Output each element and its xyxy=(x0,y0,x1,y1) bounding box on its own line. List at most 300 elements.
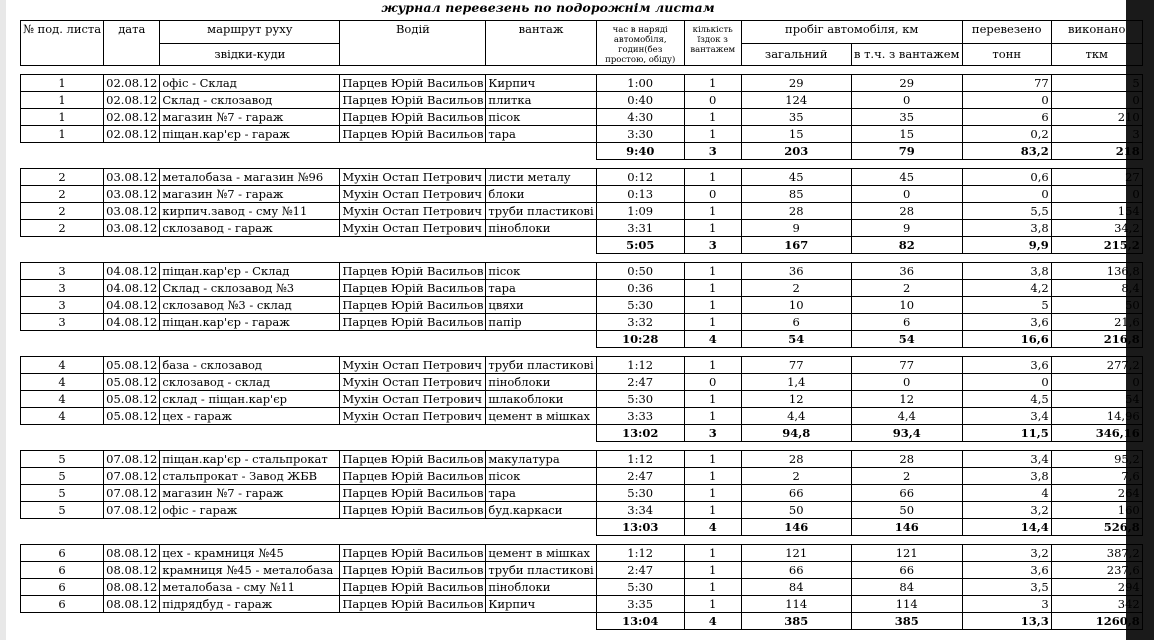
table-row xyxy=(21,126,1143,143)
group-spacer xyxy=(21,536,1143,545)
cell-mileage-total: 114 xyxy=(741,596,851,613)
cell-cargo: труби пластикові xyxy=(486,357,596,374)
table-row xyxy=(21,391,1143,408)
cell-route: підрядбуд - гараж xyxy=(160,596,340,613)
cell-time: 1:12 xyxy=(596,357,684,374)
total-tkm: 526,8 xyxy=(1051,519,1142,536)
empty-cell xyxy=(486,143,596,160)
cell-cargo: піноблоки xyxy=(486,374,596,391)
cell-sheet-no: 6 xyxy=(21,562,104,579)
cell-mileage-total: 35 xyxy=(741,109,851,126)
cell-time: 0:36 xyxy=(596,280,684,297)
table-row xyxy=(21,75,1143,92)
group-spacer xyxy=(21,254,1143,263)
col-header-tons: тонн xyxy=(962,43,1051,66)
cell-tkm: 277,2 xyxy=(1051,357,1142,374)
group-total-row xyxy=(21,237,1143,254)
cell-time: 2:47 xyxy=(596,374,684,391)
cell-mileage-loaded: 29 xyxy=(851,75,962,92)
cell-date: 05.08.12 xyxy=(104,357,160,374)
cell-mileage-total: 84 xyxy=(741,579,851,596)
cell-tkm: 136,8 xyxy=(1051,263,1142,280)
empty-cell xyxy=(486,331,596,348)
group-total-row xyxy=(21,613,1143,630)
cell-mileage-loaded: 114 xyxy=(851,596,962,613)
empty-cell xyxy=(21,519,104,536)
cell-tons: 3,5 xyxy=(962,579,1051,596)
col-header-sheet-no: № под. листа xyxy=(21,21,104,66)
empty-cell xyxy=(340,425,486,442)
cell-sheet-no: 3 xyxy=(21,314,104,331)
cell-cargo: плитка xyxy=(486,92,596,109)
total-time: 9:40 xyxy=(596,143,684,160)
cell-tons: 3,6 xyxy=(962,562,1051,579)
cell-route: цех - крамниця №45 xyxy=(160,545,340,562)
cell-time: 5:30 xyxy=(596,579,684,596)
table-row xyxy=(21,562,1143,579)
header-row xyxy=(21,21,1143,44)
col-header-date: дата xyxy=(104,21,160,66)
cell-sheet-no: 2 xyxy=(21,203,104,220)
cell-cargo: цемент в мішках xyxy=(486,545,596,562)
cell-mileage-total: 36 xyxy=(741,263,851,280)
cell-mileage-total: 2 xyxy=(741,280,851,297)
table-row xyxy=(21,374,1143,391)
cell-driver: Парцев Юрій Васильов xyxy=(340,263,486,280)
empty-cell xyxy=(340,237,486,254)
cell-driver: Мухін Остап Петрович xyxy=(340,169,486,186)
cell-date: 08.08.12 xyxy=(104,545,160,562)
total-trips: 4 xyxy=(684,331,741,348)
cell-driver: Мухін Остап Петрович xyxy=(340,408,486,425)
cell-driver: Парцев Юрій Васильов xyxy=(340,579,486,596)
col-header-from-to: звідки-куди xyxy=(160,43,340,66)
empty-cell xyxy=(160,331,340,348)
cell-mileage-total: 66 xyxy=(741,562,851,579)
empty-cell xyxy=(21,425,104,442)
cell-time: 4:30 xyxy=(596,109,684,126)
cell-mileage-loaded: 66 xyxy=(851,562,962,579)
total-time: 5:05 xyxy=(596,237,684,254)
empty-cell xyxy=(340,519,486,536)
cell-route: склад - піщан.кар'єр xyxy=(160,391,340,408)
col-header-done: виконано xyxy=(1051,21,1142,44)
cell-trips: 1 xyxy=(684,596,741,613)
cell-mileage-loaded: 0 xyxy=(851,92,962,109)
table-row xyxy=(21,545,1143,562)
cell-time: 1:12 xyxy=(596,545,684,562)
cell-mileage-total: 6 xyxy=(741,314,851,331)
cell-sheet-no: 4 xyxy=(21,374,104,391)
cell-tons: 3,4 xyxy=(962,451,1051,468)
cell-date: 07.08.12 xyxy=(104,451,160,468)
cell-trips: 1 xyxy=(684,314,741,331)
cell-route: магазин №7 - гараж xyxy=(160,485,340,502)
total-trips: 4 xyxy=(684,519,741,536)
cell-date: 03.08.12 xyxy=(104,203,160,220)
cell-sheet-no: 1 xyxy=(21,109,104,126)
cell-mileage-loaded: 66 xyxy=(851,485,962,502)
group-spacer xyxy=(21,160,1143,169)
table-row xyxy=(21,502,1143,519)
cell-date: 03.08.12 xyxy=(104,169,160,186)
table-row xyxy=(21,109,1143,126)
col-header-total: загальний xyxy=(741,43,851,66)
cell-tons: 6 xyxy=(962,109,1051,126)
cell-time: 5:30 xyxy=(596,391,684,408)
empty-cell xyxy=(160,425,340,442)
total-tons: 9,9 xyxy=(962,237,1051,254)
cell-tons: 4 xyxy=(962,485,1051,502)
cell-mileage-total: 50 xyxy=(741,502,851,519)
cell-mileage-loaded: 50 xyxy=(851,502,962,519)
cell-cargo: блоки xyxy=(486,186,596,203)
cell-sheet-no: 3 xyxy=(21,297,104,314)
total-mileage-total: 146 xyxy=(741,519,851,536)
cell-mileage-loaded: 28 xyxy=(851,451,962,468)
cell-driver: Парцев Юрій Васильов xyxy=(340,451,486,468)
cell-route: офіс - Склад xyxy=(160,75,340,92)
cell-driver: Мухін Остап Петрович xyxy=(340,203,486,220)
cell-date: 07.08.12 xyxy=(104,468,160,485)
cell-time: 0:40 xyxy=(596,92,684,109)
cell-trips: 1 xyxy=(684,579,741,596)
cell-sheet-no: 3 xyxy=(21,280,104,297)
cell-sheet-no: 1 xyxy=(21,92,104,109)
cell-mileage-loaded: 28 xyxy=(851,203,962,220)
cell-driver: Парцев Юрій Васильов xyxy=(340,280,486,297)
page-edge xyxy=(0,0,6,640)
cell-date: 02.08.12 xyxy=(104,75,160,92)
total-tkm: 1260,8 xyxy=(1051,613,1142,630)
cell-date: 04.08.12 xyxy=(104,314,160,331)
cell-date: 05.08.12 xyxy=(104,408,160,425)
cell-mileage-total: 28 xyxy=(741,203,851,220)
cell-route: офіс - гараж xyxy=(160,502,340,519)
cell-trips: 0 xyxy=(684,92,741,109)
cell-sheet-no: 2 xyxy=(21,220,104,237)
total-mileage-total: 167 xyxy=(741,237,851,254)
table-row xyxy=(21,263,1143,280)
cell-time: 1:00 xyxy=(596,75,684,92)
cell-sheet-no: 2 xyxy=(21,169,104,186)
cell-cargo: пісок xyxy=(486,109,596,126)
cell-driver: Мухін Остап Петрович xyxy=(340,357,486,374)
cell-mileage-total: 29 xyxy=(741,75,851,92)
cell-mileage-loaded: 10 xyxy=(851,297,962,314)
cell-tons: 3 xyxy=(962,596,1051,613)
cell-driver: Парцев Юрій Васильов xyxy=(340,314,486,331)
table-row xyxy=(21,280,1143,297)
cell-tons: 3,2 xyxy=(962,545,1051,562)
table-row xyxy=(21,485,1143,502)
cell-trips: 1 xyxy=(684,357,741,374)
cell-route: металобаза - сму №11 xyxy=(160,579,340,596)
cell-sheet-no: 4 xyxy=(21,391,104,408)
cell-date: 04.08.12 xyxy=(104,297,160,314)
total-mileage-loaded: 79 xyxy=(851,143,962,160)
cell-mileage-loaded: 84 xyxy=(851,579,962,596)
cell-tons: 5,5 xyxy=(962,203,1051,220)
cell-driver: Парцев Юрій Васильов xyxy=(340,109,486,126)
cell-driver: Мухін Остап Петрович xyxy=(340,391,486,408)
cell-tons: 3,4 xyxy=(962,408,1051,425)
empty-cell xyxy=(104,613,160,630)
total-mileage-total: 94,8 xyxy=(741,425,851,442)
empty-cell xyxy=(160,519,340,536)
cell-cargo: пісок xyxy=(486,468,596,485)
cell-trips: 1 xyxy=(684,263,741,280)
cell-mileage-total: 10 xyxy=(741,297,851,314)
col-header-mileage: пробіг автомобіля, км xyxy=(741,21,962,44)
cell-mileage-loaded: 77 xyxy=(851,357,962,374)
cell-trips: 0 xyxy=(684,374,741,391)
cell-driver: Мухін Остап Петрович xyxy=(340,220,486,237)
cell-route: цех - гараж xyxy=(160,408,340,425)
table-row xyxy=(21,579,1143,596)
cell-cargo: пісок xyxy=(486,263,596,280)
total-trips: 3 xyxy=(684,425,741,442)
cell-tkm: 21,6 xyxy=(1051,314,1142,331)
cell-tons: 0 xyxy=(962,186,1051,203)
cell-date: 05.08.12 xyxy=(104,391,160,408)
table-row xyxy=(21,203,1143,220)
table-row xyxy=(21,357,1143,374)
cell-sheet-no: 5 xyxy=(21,502,104,519)
table-row xyxy=(21,169,1143,186)
cell-cargo: макулатура xyxy=(486,451,596,468)
cell-tkm: 5 xyxy=(1051,75,1142,92)
cell-date: 05.08.12 xyxy=(104,374,160,391)
cell-tkm: 387,2 xyxy=(1051,545,1142,562)
cell-cargo: папір xyxy=(486,314,596,331)
cell-time: 1:12 xyxy=(596,451,684,468)
group-total-row xyxy=(21,331,1143,348)
cell-trips: 1 xyxy=(684,485,741,502)
cell-driver: Парцев Юрій Васильов xyxy=(340,596,486,613)
cell-cargo: цвяхи xyxy=(486,297,596,314)
cell-route: склозавод №3 - склад xyxy=(160,297,340,314)
table-row xyxy=(21,186,1143,203)
cell-tkm: 237,6 xyxy=(1051,562,1142,579)
col-header-tkm: ткм xyxy=(1051,43,1142,66)
cell-route: Склад - склозавод xyxy=(160,92,340,109)
cell-tons: 3,2 xyxy=(962,502,1051,519)
cell-date: 08.08.12 xyxy=(104,562,160,579)
col-header-route: маршрут руху xyxy=(160,21,340,44)
cell-tkm: 54 xyxy=(1051,391,1142,408)
cell-cargo: буд.каркаси xyxy=(486,502,596,519)
cell-trips: 1 xyxy=(684,126,741,143)
col-header-time: час в наряді автомобіля, годин(без простою, обіду) xyxy=(596,21,684,66)
journal-table xyxy=(20,20,1143,630)
cell-trips: 0 xyxy=(684,186,741,203)
total-mileage-total: 54 xyxy=(741,331,851,348)
cell-driver: Парцев Юрій Васильов xyxy=(340,75,486,92)
cell-mileage-total: 28 xyxy=(741,451,851,468)
cell-date: 02.08.12 xyxy=(104,109,160,126)
cell-route: крамниця №45 - металобаза xyxy=(160,562,340,579)
cell-mileage-loaded: 121 xyxy=(851,545,962,562)
cell-sheet-no: 2 xyxy=(21,186,104,203)
group-spacer xyxy=(21,348,1143,357)
empty-cell xyxy=(104,425,160,442)
empty-cell xyxy=(340,331,486,348)
cell-route: склозавод - склад xyxy=(160,374,340,391)
cell-tons: 4,2 xyxy=(962,280,1051,297)
empty-cell xyxy=(21,237,104,254)
empty-cell xyxy=(340,143,486,160)
total-mileage-loaded: 54 xyxy=(851,331,962,348)
table-row xyxy=(21,297,1143,314)
group-spacer xyxy=(21,442,1143,451)
cell-driver: Мухін Остап Петрович xyxy=(340,186,486,203)
cell-time: 2:47 xyxy=(596,468,684,485)
cell-tkm: 160 xyxy=(1051,502,1142,519)
total-time: 13:04 xyxy=(596,613,684,630)
cell-mileage-loaded: 2 xyxy=(851,468,962,485)
table-row xyxy=(21,92,1143,109)
cell-tons: 77 xyxy=(962,75,1051,92)
table-row xyxy=(21,314,1143,331)
total-trips: 3 xyxy=(684,237,741,254)
cell-time: 0:50 xyxy=(596,263,684,280)
group-total-row xyxy=(21,425,1143,442)
cell-date: 04.08.12 xyxy=(104,263,160,280)
cell-route: піщан.кар'єр - Склад xyxy=(160,263,340,280)
cell-trips: 1 xyxy=(684,75,741,92)
cell-route: піщан.кар'єр - гараж xyxy=(160,314,340,331)
cell-date: 08.08.12 xyxy=(104,579,160,596)
cell-mileage-total: 124 xyxy=(741,92,851,109)
empty-cell xyxy=(340,613,486,630)
cell-cargo: піноблоки xyxy=(486,579,596,596)
cell-tkm: 264 xyxy=(1051,485,1142,502)
cell-mileage-loaded: 4,4 xyxy=(851,408,962,425)
cell-tons: 3,6 xyxy=(962,357,1051,374)
empty-cell xyxy=(21,613,104,630)
cell-sheet-no: 6 xyxy=(21,596,104,613)
cell-tkm: 8,4 xyxy=(1051,280,1142,297)
cell-mileage-loaded: 36 xyxy=(851,263,962,280)
cell-tons: 0,6 xyxy=(962,169,1051,186)
cell-mileage-total: 66 xyxy=(741,485,851,502)
total-time: 13:02 xyxy=(596,425,684,442)
col-header-loaded: в т.ч. з вантажем xyxy=(851,43,962,66)
cell-tkm: 34,2 xyxy=(1051,220,1142,237)
total-mileage-total: 203 xyxy=(741,143,851,160)
cell-mileage-loaded: 45 xyxy=(851,169,962,186)
cell-cargo: Кирпич xyxy=(486,596,596,613)
cell-tkm: 7,6 xyxy=(1051,468,1142,485)
cell-mileage-loaded: 35 xyxy=(851,109,962,126)
cell-driver: Мухін Остап Петрович xyxy=(340,374,486,391)
cell-time: 3:32 xyxy=(596,314,684,331)
cell-sheet-no: 4 xyxy=(21,357,104,374)
col-header-trips: кількість їздок з вантажем xyxy=(684,21,741,66)
cell-date: 04.08.12 xyxy=(104,280,160,297)
empty-cell xyxy=(21,143,104,160)
cell-trips: 1 xyxy=(684,280,741,297)
total-tkm: 346,16 xyxy=(1051,425,1142,442)
total-tkm: 216,8 xyxy=(1051,331,1142,348)
total-mileage-loaded: 93,4 xyxy=(851,425,962,442)
cell-trips: 1 xyxy=(684,297,741,314)
cell-mileage-loaded: 0 xyxy=(851,186,962,203)
cell-driver: Парцев Юрій Васильов xyxy=(340,485,486,502)
total-mileage-loaded: 146 xyxy=(851,519,962,536)
cell-mileage-loaded: 6 xyxy=(851,314,962,331)
cell-sheet-no: 1 xyxy=(21,126,104,143)
cell-route: база - склозавод xyxy=(160,357,340,374)
cell-cargo: піноблоки xyxy=(486,220,596,237)
cell-mileage-total: 121 xyxy=(741,545,851,562)
cell-time: 2:47 xyxy=(596,562,684,579)
empty-cell xyxy=(21,331,104,348)
total-tons: 13,3 xyxy=(962,613,1051,630)
cell-tkm: 210 xyxy=(1051,109,1142,126)
cell-trips: 1 xyxy=(684,562,741,579)
cell-time: 5:30 xyxy=(596,485,684,502)
cell-tkm: 95,2 xyxy=(1051,451,1142,468)
cell-sheet-no: 1 xyxy=(21,75,104,92)
table-row xyxy=(21,596,1143,613)
total-tons: 16,6 xyxy=(962,331,1051,348)
total-mileage-loaded: 82 xyxy=(851,237,962,254)
cell-tons: 0,2 xyxy=(962,126,1051,143)
cell-time: 1:09 xyxy=(596,203,684,220)
cell-tons: 0 xyxy=(962,92,1051,109)
cell-route: піщан.кар'єр - стальпрокат xyxy=(160,451,340,468)
cell-driver: Парцев Юрій Васильов xyxy=(340,92,486,109)
cell-sheet-no: 6 xyxy=(21,545,104,562)
cell-date: 07.08.12 xyxy=(104,502,160,519)
total-tkm: 218 xyxy=(1051,143,1142,160)
col-header-transported: перевезено xyxy=(962,21,1051,44)
cell-route: Склад - склозавод №3 xyxy=(160,280,340,297)
cell-mileage-total: 12 xyxy=(741,391,851,408)
cell-trips: 1 xyxy=(684,545,741,562)
cell-time: 3:31 xyxy=(596,220,684,237)
empty-cell xyxy=(486,425,596,442)
cell-mileage-total: 4,4 xyxy=(741,408,851,425)
cell-driver: Парцев Юрій Васильов xyxy=(340,126,486,143)
cell-time: 0:13 xyxy=(596,186,684,203)
empty-cell xyxy=(160,613,340,630)
cell-mileage-total: 45 xyxy=(741,169,851,186)
cell-tkm: 14,96 xyxy=(1051,408,1142,425)
cell-time: 5:30 xyxy=(596,297,684,314)
cell-route: склозавод - гараж xyxy=(160,220,340,237)
cell-date: 03.08.12 xyxy=(104,220,160,237)
cell-sheet-no: 3 xyxy=(21,263,104,280)
empty-cell xyxy=(160,143,340,160)
cell-driver: Парцев Юрій Васильов xyxy=(340,545,486,562)
cell-tons: 3,8 xyxy=(962,468,1051,485)
cell-cargo: тара xyxy=(486,280,596,297)
cell-trips: 1 xyxy=(684,109,741,126)
cell-time: 3:30 xyxy=(596,126,684,143)
empty-cell xyxy=(486,519,596,536)
cell-tons: 3,8 xyxy=(962,220,1051,237)
cell-sheet-no: 5 xyxy=(21,451,104,468)
cell-mileage-loaded: 9 xyxy=(851,220,962,237)
total-tkm: 215,2 xyxy=(1051,237,1142,254)
cell-trips: 1 xyxy=(684,451,741,468)
cell-mileage-loaded: 0 xyxy=(851,374,962,391)
col-header-driver: Водій xyxy=(340,21,486,66)
cell-route: піщан.кар'єр - гараж xyxy=(160,126,340,143)
